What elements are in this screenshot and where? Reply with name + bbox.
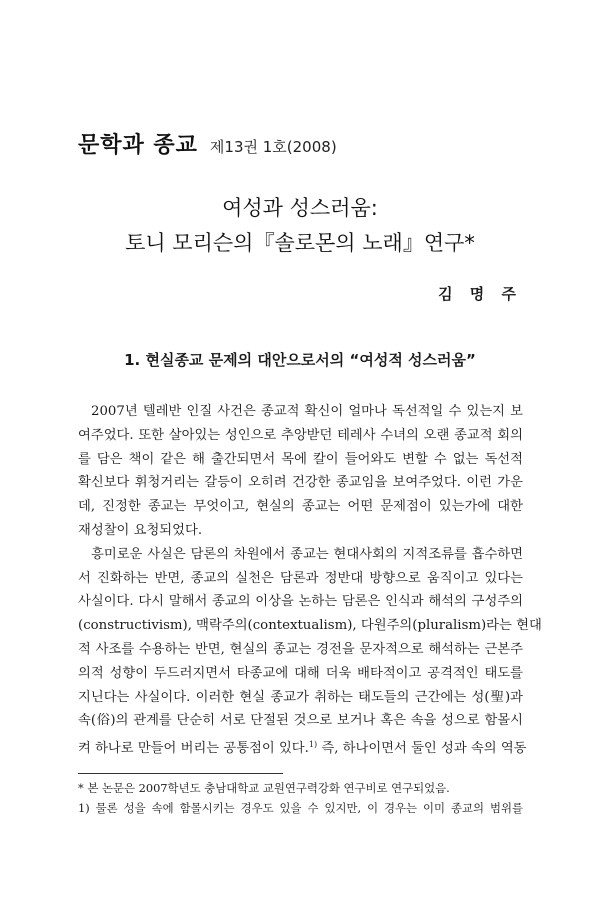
body-line: 적 사조를 수용하는 반면, 현실의 종교는 경전을 문자적으로 해석하는 근본주 xyxy=(78,641,523,657)
body-line: 데, 진정한 종교는 무엇이고, 현실의 종교는 어떤 문제점이 있는가에 대한 xyxy=(78,499,523,515)
body-line-with-footnote xyxy=(78,733,527,757)
body-line: 사실이다. 다시 말해서 종교의 이상을 논하는 담론은 인식과 해석의 구성주의 xyxy=(78,594,523,610)
body-line: 지닌다는 사실이다. 이러한 현실 종교가 취하는 태도들의 근간에는 성(聖)과 xyxy=(78,689,523,705)
body-line: 재성찰이 요청되었다. xyxy=(78,522,203,538)
footnote: * 본 논문은 2007학년도 충남대학교 교원연구력강화 연구비로 연구되었음. xyxy=(78,781,450,795)
journal-volume: 제13권 1호(2008) xyxy=(209,138,337,156)
body-line: 의적 성향이 두드러지면서 타종교에 대해 더욱 배타적이고 공격적인 태도를 xyxy=(78,665,523,681)
body-line: 2007년 텔레반 인질 사건은 종교적 확신이 얼마나 독선적일 수 있는지 보 xyxy=(91,404,523,419)
journal-name: 문학과 종교 xyxy=(78,133,198,158)
body-line: 확신보다 휘청거리는 갈등이 오히려 건강한 종교임을 보여주었다. 이런 가운 xyxy=(78,475,523,491)
footnote-divider xyxy=(78,773,283,774)
body-line: 속(俗)의 관계를 단순히 서로 단절된 것으로 보거나 혹은 속을 성으로 함몰시 xyxy=(78,713,523,729)
body-line: 서 진화하는 반면, 종교의 실천은 담론과 정반대 방향으로 움직이고 있다는 xyxy=(78,570,523,586)
footnote: 1) 물론 성을 속에 함몰시키는 경우도 있을 수 있지만, 이 경우는 이미 종교의 범위를 xyxy=(78,801,523,815)
body-line: 를 담은 책이 같은 해 출간되면서 목에 칼이 들어와도 변할 수 없는 독선적 xyxy=(78,451,523,467)
body-line: 여주었다. 또한 살아있는 성인으로 추앙받던 테레사 수녀의 오랜 종교적 회의 xyxy=(78,427,523,443)
body-line-text: 즉, 하나이면서 둘인 성과 속의 역동 xyxy=(321,741,527,757)
article-title-line2: 토니 모리슨의『솔로몬의 노래』연구* xyxy=(125,231,475,255)
footnote-ref[interactable]: 1) xyxy=(308,740,318,750)
section-heading: 1. 현실종교 문제의 대안으로서의 “여성적 성스러움” xyxy=(124,351,476,369)
body-line-text: 켜 하나로 만들어 버리는 공통점이 있다. xyxy=(78,741,309,757)
body-line: (constructivism), 맥락주의(contextualism), 다원주의(pluralism)라는 현대 xyxy=(78,618,542,634)
journal-header xyxy=(78,128,337,159)
body-line: 흥미로운 사실은 담론의 차원에서 종교는 현대사회의 지적조류를 흡수하면 xyxy=(91,546,523,562)
author-name: 김 명 주 xyxy=(438,285,522,303)
body-text xyxy=(78,400,542,757)
article-title-line1: 여성과 성스러움: xyxy=(222,196,378,220)
